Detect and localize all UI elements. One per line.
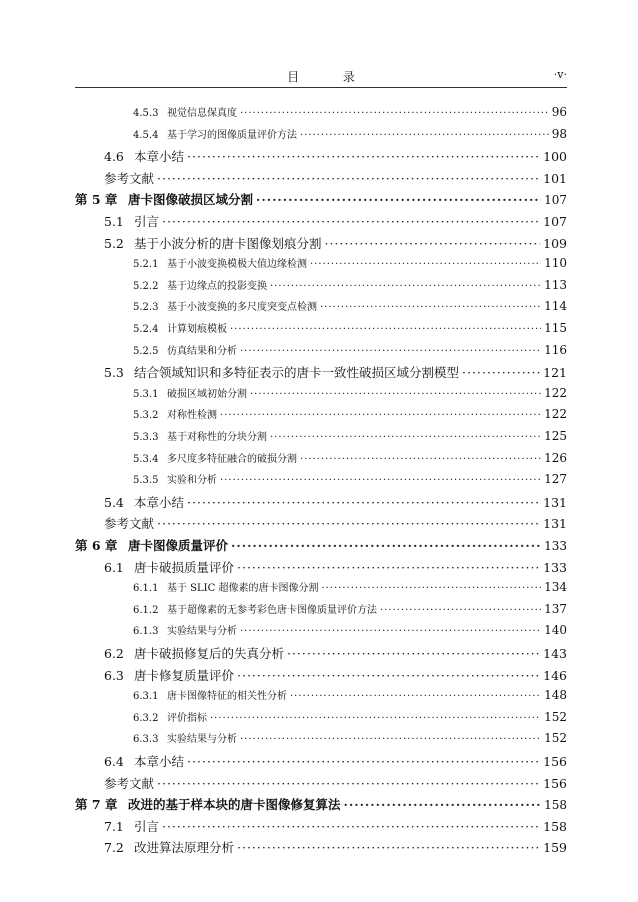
toc-entry-number: 6.3.3 — [133, 734, 159, 746]
toc-entry-title: 本章小结 — [134, 149, 185, 165]
toc-leader-dots — [231, 538, 541, 553]
toc-entry-title: 改进算法原理分析 — [134, 840, 235, 856]
toc-leader-dots — [240, 626, 541, 637]
toc-entry-number: 6.1 — [104, 559, 124, 575]
toc-entry-number: 5.3 — [104, 365, 124, 381]
toc-entry-number: 6.2 — [104, 646, 124, 661]
toc-entry-sub[interactable] — [133, 622, 567, 637]
toc-entry-ref[interactable] — [104, 169, 567, 187]
toc-entry-sub[interactable] — [133, 298, 567, 313]
toc-leader-dots — [270, 432, 541, 443]
toc-entry-title: 唐卡破损修复后的失真分析 — [134, 646, 285, 661]
toc-entry-sub[interactable] — [133, 126, 567, 141]
toc-entry-title: 实验结果与分析 — [167, 626, 237, 638]
toc-entry-title: 参考文献 — [104, 516, 155, 532]
toc-entry-page: 158 — [543, 818, 567, 834]
toc-leader-dots — [187, 754, 540, 769]
toc-entry-number: 7.2 — [104, 840, 124, 856]
toc-leader-dots — [237, 668, 540, 683]
toc-entry-page: 96 — [551, 105, 567, 119]
toc-entry-page: 159 — [543, 840, 567, 856]
toc-entry-page: 114 — [544, 299, 567, 314]
toc-entry-page: 156 — [543, 754, 567, 769]
toc-leader-dots — [157, 776, 540, 791]
toc-entry-sec[interactable] — [104, 234, 567, 252]
toc-entry-number: 5.2 — [104, 235, 124, 251]
toc-entry-sub[interactable] — [133, 277, 567, 292]
toc-entry-number: 5.2.3 — [133, 302, 159, 314]
toc-entry-number: 6.3.2 — [133, 712, 159, 724]
toc-entry-page: 125 — [544, 429, 567, 443]
toc-entry-sub[interactable] — [133, 320, 567, 335]
toc-entry-number: 5.3.4 — [133, 453, 159, 465]
toc-entry-sub[interactable] — [133, 730, 567, 745]
toc-entry-title: 改进的基于样本块的唐卡图像修复算法 — [128, 797, 341, 813]
toc-entry-number: 第 7 章 — [75, 797, 118, 813]
toc-entry-title: 破损区域初始分割 — [167, 388, 247, 400]
toc-entry-title: 引言 — [134, 214, 160, 229]
toc-entry-page: 113 — [544, 277, 567, 292]
toc-leader-dots — [321, 583, 541, 594]
toc-entry-title: 参考文献 — [104, 170, 155, 186]
toc-leader-dots — [240, 346, 541, 357]
toc-entry-ch[interactable] — [75, 190, 567, 208]
toc-entry-page: 122 — [544, 385, 567, 400]
toc-entry-sub[interactable] — [133, 255, 567, 270]
toc-leader-dots — [287, 646, 540, 661]
toc-leader-dots — [237, 840, 540, 855]
toc-entry-number: 5.1 — [104, 214, 124, 229]
toc-entry-page: 131 — [543, 516, 567, 532]
toc-entry-number: 6.1.3 — [133, 626, 159, 638]
toc-entry-sub[interactable] — [133, 471, 567, 486]
toc-entry-sub[interactable] — [133, 709, 567, 724]
toc-entry-page: 133 — [543, 559, 567, 575]
toc-entry-number: 6.1.1 — [133, 583, 159, 595]
toc-entry-page: 152 — [544, 731, 567, 746]
toc-leader-dots — [210, 713, 541, 724]
toc-entry-page: 146 — [543, 667, 567, 683]
toc-entry-number: 5.3.3 — [133, 432, 159, 443]
toc-leader-dots — [220, 475, 541, 486]
toc-leader-dots — [310, 259, 541, 270]
toc-entry-sub[interactable] — [133, 406, 567, 421]
toc-entry-ref[interactable] — [104, 774, 567, 792]
toc-leader-dots — [256, 192, 541, 207]
toc-entry-title: 视觉信息保真度 — [167, 108, 237, 119]
toc-entry-page: 140 — [544, 623, 567, 638]
toc-leader-dots — [380, 605, 541, 616]
toc-entry-sec[interactable] — [104, 666, 567, 684]
toc-entry-sub[interactable] — [133, 428, 567, 443]
toc-leader-dots — [325, 236, 541, 251]
toc-entry-sec[interactable] — [104, 752, 567, 770]
toc-entry-title: 对称性检测 — [167, 410, 217, 422]
toc-entry-sub[interactable] — [133, 385, 567, 400]
toc-entry-title: 唐卡图像质量评价 — [128, 538, 229, 553]
toc-entry-number: 4.5.3 — [133, 108, 159, 119]
toc-entry-sub[interactable] — [133, 104, 567, 119]
toc-entry-number: 6.1.2 — [133, 604, 159, 616]
toc-entry-number: 第 5 章 — [75, 192, 118, 208]
toc-entry-number: 5.3.1 — [133, 388, 159, 400]
toc-leader-dots — [290, 691, 541, 702]
toc-entry-sec[interactable] — [104, 363, 567, 381]
toc-entry-sec[interactable] — [104, 817, 567, 835]
toc-entry-title: 多尺度多特征融合的破损分割 — [167, 453, 297, 465]
toc-entry-page: 116 — [544, 342, 567, 357]
toc-leader-dots — [250, 389, 541, 400]
toc-entry-ch[interactable] — [75, 795, 567, 813]
toc-entry-page: 110 — [544, 256, 567, 271]
toc-entry-sec[interactable] — [104, 212, 567, 230]
toc-leader-dots — [162, 214, 540, 229]
toc-entry-page: 127 — [544, 472, 567, 487]
toc-entry-page: 133 — [544, 539, 567, 553]
toc-leader-dots — [240, 734, 541, 745]
toc-leader-dots — [157, 171, 540, 186]
toc-entry-title: 仿真结果和分析 — [167, 345, 237, 357]
toc-entry-page: 126 — [544, 450, 567, 465]
toc-entry-title: 引言 — [134, 818, 160, 834]
toc-entry-page: 158 — [544, 798, 567, 813]
toc-entry-number: 6.3 — [104, 667, 124, 683]
toc-entry-page: 98 — [551, 126, 567, 141]
toc-leader-dots — [300, 454, 541, 465]
toc-leader-dots — [187, 495, 540, 510]
toc-entry-number: 5.2.5 — [133, 345, 159, 357]
toc-entry-page: 152 — [544, 709, 567, 724]
toc-entry-title: 唐卡修复质量评价 — [134, 667, 235, 683]
toc-entry-number: 5.3.2 — [133, 410, 159, 422]
toc-leader-dots — [162, 819, 540, 834]
toc-entry-page: 143 — [543, 646, 567, 661]
toc-leader-dots — [300, 130, 549, 141]
toc-entry-title: 基于边缘点的投影变换 — [167, 280, 267, 292]
toc-entry-number: 5.4 — [104, 494, 124, 510]
toc-entry-page: 100 — [543, 149, 567, 165]
toc-entry-title: 基于对称性的分块分割 — [167, 432, 267, 443]
toc-entry-page: 148 — [544, 688, 567, 703]
header-page-number: ·v· — [553, 68, 567, 81]
toc-entry-title: 唐卡破损质量评价 — [134, 559, 235, 575]
toc-entry-number: 5.2.4 — [133, 324, 159, 335]
toc-leader-dots — [187, 149, 540, 164]
toc-entry-page: 156 — [543, 775, 567, 791]
toc-entry-number: 4.5.4 — [133, 129, 159, 141]
toc-entry-number: 6.3.1 — [133, 691, 159, 703]
toc-entry-sub[interactable] — [133, 687, 567, 702]
toc-entry-number: 4.6 — [104, 149, 124, 165]
toc-entry-sub[interactable] — [133, 579, 567, 594]
toc-entry-page: 107 — [544, 193, 567, 208]
toc-entry-title: 唐卡图像特征的相关性分析 — [167, 691, 287, 703]
toc-entry-title: 唐卡图像破损区域分割 — [128, 192, 254, 208]
toc-entry-page: 137 — [544, 601, 567, 616]
toc-entry-number: 7.1 — [104, 818, 124, 834]
toc-leader-dots — [240, 108, 549, 119]
toc-entry-sub[interactable] — [133, 601, 567, 616]
toc-entry-ch[interactable] — [75, 536, 567, 554]
toc-entry-number: 5.3.5 — [133, 475, 159, 487]
toc-entry-title: 基于超像素的无参考彩色唐卡图像质量评价方法 — [167, 604, 377, 616]
toc-entry-sec[interactable] — [104, 493, 567, 511]
toc-entry-title: 本章小结 — [134, 754, 185, 769]
toc-entry-page: 134 — [544, 580, 567, 595]
toc-entry-number: 5.2.2 — [133, 280, 159, 292]
toc-entry-title: 结合领域知识和多特征表示的唐卡一致性破损区域分割模型 — [134, 365, 460, 381]
toc-entry-page: 122 — [544, 407, 567, 422]
toc-entry-ref[interactable] — [104, 514, 567, 532]
toc-entry-title: 参考文献 — [104, 775, 155, 791]
toc-entry-title: 本章小结 — [134, 494, 185, 510]
toc-entry-sec[interactable] — [104, 147, 567, 165]
toc-leader-dots — [220, 410, 541, 421]
header-title: 目 录 — [287, 70, 375, 84]
toc-entry-number: 5.2.1 — [133, 259, 159, 271]
toc-leader-dots — [462, 365, 540, 380]
page-header — [75, 63, 567, 88]
toc-entry-title: 评价指标 — [167, 712, 207, 724]
toc-entry-page: 107 — [543, 214, 567, 229]
toc-entry-number: 6.4 — [104, 754, 124, 769]
toc-entry-number: 第 6 章 — [75, 538, 118, 553]
toc-entry-title: 计算划痕模板 — [167, 324, 227, 335]
toc-entry-title: 基于小波变换模极大值边缘检测 — [167, 259, 307, 271]
toc-entry-title: 实验和分析 — [167, 475, 217, 487]
toc-leader-dots — [320, 302, 541, 313]
toc-entry-title: 基于小波分析的唐卡图像划痕分割 — [134, 235, 322, 251]
toc-leader-dots — [230, 324, 541, 335]
toc-entry-page: 115 — [544, 321, 567, 335]
toc-entry-sec[interactable] — [104, 644, 567, 662]
toc-entry-page: 131 — [543, 494, 567, 510]
toc-leader-dots — [237, 560, 540, 575]
toc-entry-page: 101 — [543, 170, 567, 186]
toc-leader-dots — [157, 516, 540, 531]
toc-entry-title: 基于 SLIC 超像素的唐卡图像分割 — [167, 583, 319, 595]
toc-entry-title: 实验结果与分析 — [167, 734, 237, 746]
toc-entry-page: 109 — [543, 235, 567, 251]
toc-entry-sub[interactable] — [133, 450, 567, 465]
toc-leader-dots — [344, 797, 542, 812]
toc-entry-sub[interactable] — [133, 342, 567, 357]
toc-entry-page: 121 — [543, 365, 567, 381]
toc-entry-sec[interactable] — [104, 558, 567, 576]
toc-entry-title: 基于学习的图像质量评价方法 — [167, 129, 297, 141]
toc-entry-title: 基于小波变换的多尺度突变点检测 — [167, 302, 317, 314]
toc-leader-dots — [270, 281, 541, 292]
toc-entry-sec[interactable] — [104, 838, 567, 856]
